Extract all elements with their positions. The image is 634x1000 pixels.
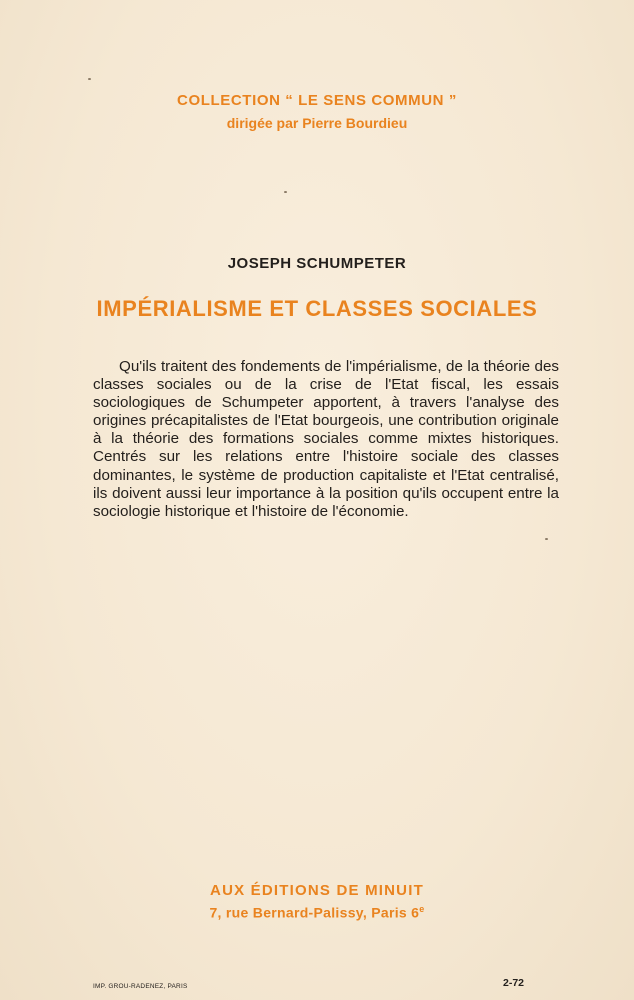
paper-speck xyxy=(284,191,287,193)
collection-name: COLLECTION “ LE SENS COMMUN ” xyxy=(177,92,457,109)
author-name: JOSEPH SCHUMPETER xyxy=(227,255,407,272)
publisher-name: AUX ÉDITIONS DE MINUIT xyxy=(210,882,424,899)
address-superscript: e xyxy=(419,904,425,914)
blurb-paragraph: Qu'ils traitent des fondements de l'impérialisme, de la théorie des classes sociales ou de la crise de l'Etat fiscal, les essais sociologiques de Schumpeter apportent, à travers l'analyse des origines précapitalistes de l'Etat bourgeois, une contribution originale à la théorie des formations sociales comme mixtes historiques. Centrés sur les relations entre l'histoire sociale des classes dominantes, le système de production capitaliste et l'Etat centralisé, ils doivent aussi leur importance à la position qu'ils occupent entre la sociologie historique et l'histoire de l'économie. xyxy=(93,358,559,520)
book-title: IMPÉRIALISME ET CLASSES SOCIALES xyxy=(96,296,538,321)
printer-credit: IMP. GROU-RADENEZ, PARIS xyxy=(93,983,188,990)
paper-speck xyxy=(88,78,91,80)
edition-code: 2-72 xyxy=(503,977,525,989)
collection-director: dirigée par Pierre Bourdieu xyxy=(226,115,408,131)
paper-speck xyxy=(545,538,548,540)
publisher-address xyxy=(0,904,634,921)
address-text: 7, rue Bernard-Palissy, Paris 6 xyxy=(209,904,420,921)
